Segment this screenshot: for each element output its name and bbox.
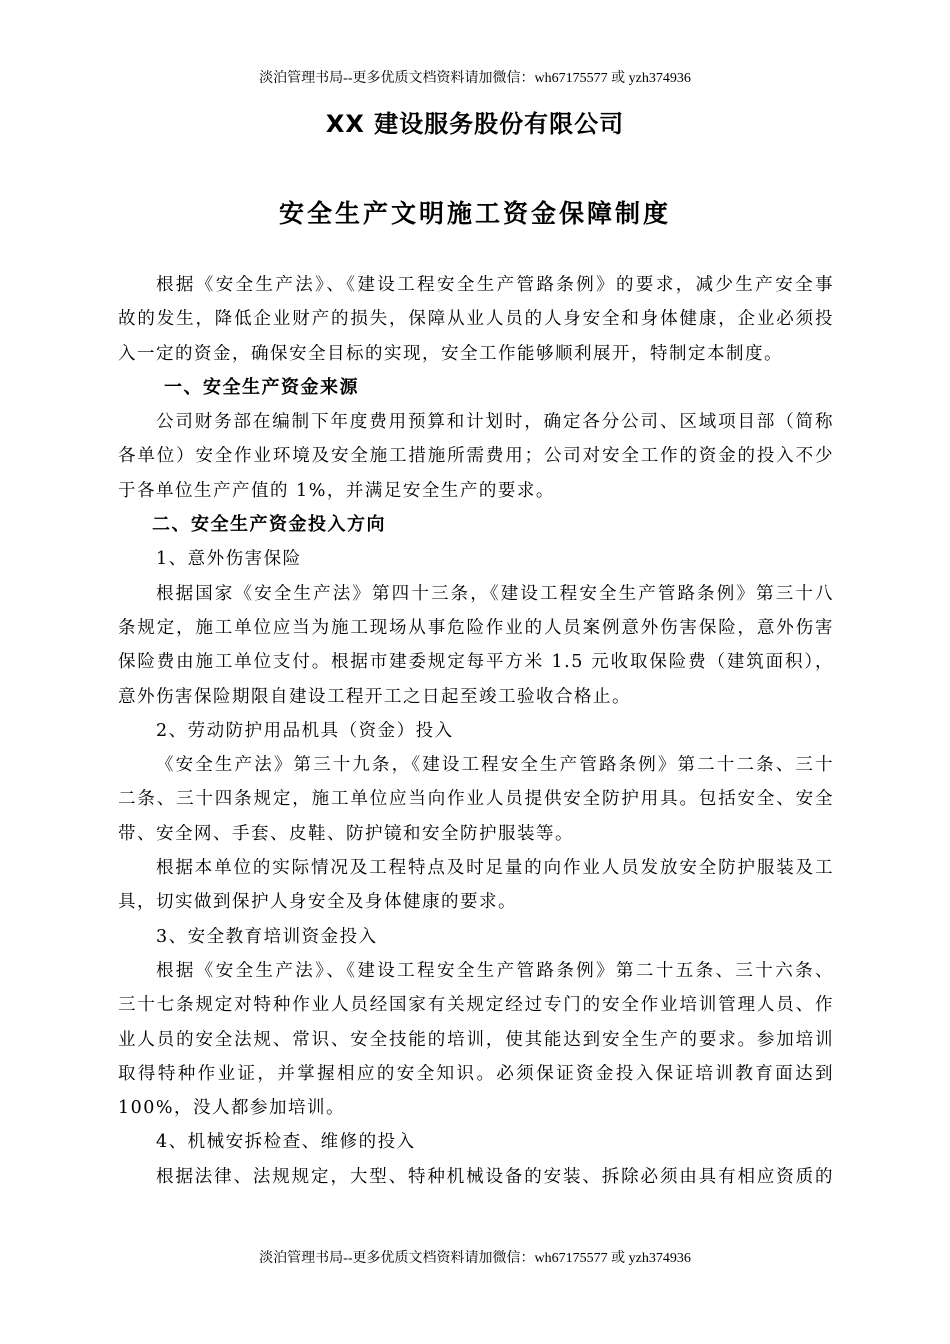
paragraph-line: 于各单位生产产值的 1%，并满足安全生产的要求。 xyxy=(118,480,555,501)
company-name: XX 建设服务股份有限公司 xyxy=(325,110,625,138)
item-title: 1、意外伤害保险 xyxy=(156,549,302,570)
paragraph-line: 业人员的安全法规、常识、安全技能的培训，使其能达到安全生产的要求。参加培训 xyxy=(118,1029,834,1050)
paragraph-line: 根据本单位的实际情况及工程特点及时足量的向作业人员发放安全防护服装及工 xyxy=(156,858,834,879)
item-title: 3、安全教育培训资金投入 xyxy=(156,926,378,947)
paragraph-line: 根据《安全生产法》、《建设工程安全生产管路条例》的要求，减少生产安全事 xyxy=(156,275,834,295)
paragraph-line: 根据法律、法规规定，大型、特种机械设备的安装、拆除必须由具有相应资质的 xyxy=(156,1166,834,1187)
paragraph-line: 公司财务部在编制下年度费用预算和计划时，确定各分公司、区域项目部（简称 xyxy=(156,412,834,433)
section-heading: 一、安全生产资金来源 xyxy=(164,376,359,398)
paragraph-line: 意外伤害保险期限自建设工程开工之日起至竣工验收合格止。 xyxy=(118,686,631,707)
document-body xyxy=(118,268,834,1194)
paragraph-line: 三十七条规定对特种作业人员经国家有关规定经过专门的安全作业培训管理人员、作 xyxy=(118,995,834,1016)
paragraph-line: 保险费由施工单位支付。根据市建委规定每平方米 1.5 元收取保险费（建筑面积）， xyxy=(118,652,834,673)
paragraph-line: 各单位）安全作业环境及安全施工措施所需费用；公司对安全工作的资金的投入不少 xyxy=(118,446,834,467)
paragraph-line: 二条、三十四条规定，施工单位应当向作业人员提供安全防护用具。包括安全、安全 xyxy=(118,789,834,810)
header-watermark: 淡泊管理书局--更多优质文档资料请加微信：wh67175577 或 yzh374936 xyxy=(259,71,691,86)
section-heading: 二、安全生产资金投入方向 xyxy=(152,514,386,536)
paragraph-line: 100%，没人都参加培训。 xyxy=(118,1098,346,1119)
paragraph-line: 条规定，施工单位应当为施工现场从事危险作业的人员案例意外伤害保险，意外伤害 xyxy=(118,617,834,638)
paragraph-line: 《安全生产法》第三十九条，《建设工程安全生产管路条例》第二十二条、三十 xyxy=(156,755,834,776)
paragraph-line: 带、安全网、手套、皮鞋、防护镜和安全防护服装等。 xyxy=(118,823,574,844)
paragraph-line: 具，切实做到保护人身安全及身体健康的要求。 xyxy=(118,892,517,913)
item-title: 2、劳动防护用品机具（资金）投入 xyxy=(156,720,454,741)
paragraph-line: 故的发生，降低企业财产的损失，保障从业人员的人身安全和身体健康，企业必须投 xyxy=(118,309,834,330)
footer-watermark: 淡泊管理书局--更多优质文档资料请加微信：wh67175577 或 yzh374936 xyxy=(259,1251,691,1266)
paragraph-line: 根据《安全生产法》、《建设工程安全生产管路条例》第二十五条、三十六条、 xyxy=(156,960,834,981)
item-title: 4、机械安拆检查、维修的投入 xyxy=(156,1132,416,1153)
paragraph-line: 入一定的资金，确保安全目标的实现，安全工作能够顺利展开，特制定本制度。 xyxy=(118,343,783,364)
document-title: 安全生产文明施工资金保障制度 xyxy=(278,199,671,228)
paragraph-line: 根据国家《安全生产法》第四十三条，《建设工程安全生产管路条例》第三十八 xyxy=(156,583,834,604)
paragraph-line: 取得特种作业证，并掌握相应的安全知识。必须保证资金投入保证培训教育面达到 xyxy=(118,1063,834,1084)
